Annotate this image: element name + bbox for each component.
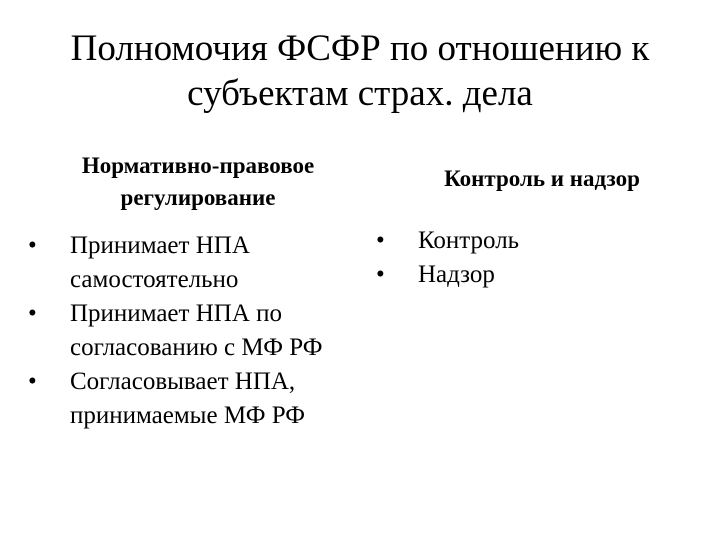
list-item [372,224,702,258]
left-bullet-list [24,229,364,433]
list-item-text: Принимает НПА самостоятельно [70,232,250,293]
list-item [24,229,364,297]
list-item-text: Принимает НПА по согласованию с МФ РФ [70,300,323,361]
slide-title-line-2: субъектам страх. дела [187,73,533,114]
bullet-icon: • [28,300,37,327]
left-column-heading [28,150,368,214]
bullet-icon: • [28,232,37,259]
list-item [24,297,364,365]
list-item [24,365,364,433]
bullet-icon: • [28,368,37,395]
left-heading-line-2: регулирование [120,185,276,210]
slide-title-line-1: Полномочия ФСФР по отношению к [70,28,650,69]
bullet-icon: • [376,227,385,254]
right-column-heading: Контроль и надзор [444,166,640,191]
right-bullet-list [372,224,702,292]
list-item-text: Контроль [418,227,520,254]
bullet-icon: • [376,261,385,288]
list-item-text: Надзор [418,261,495,288]
list-item-text: Согласовывает НПА, принимаемые МФ РФ [70,368,305,429]
left-heading-line-1: Нормативно-правовое [81,153,315,178]
slide-title [60,26,660,116]
list-item [372,258,702,292]
